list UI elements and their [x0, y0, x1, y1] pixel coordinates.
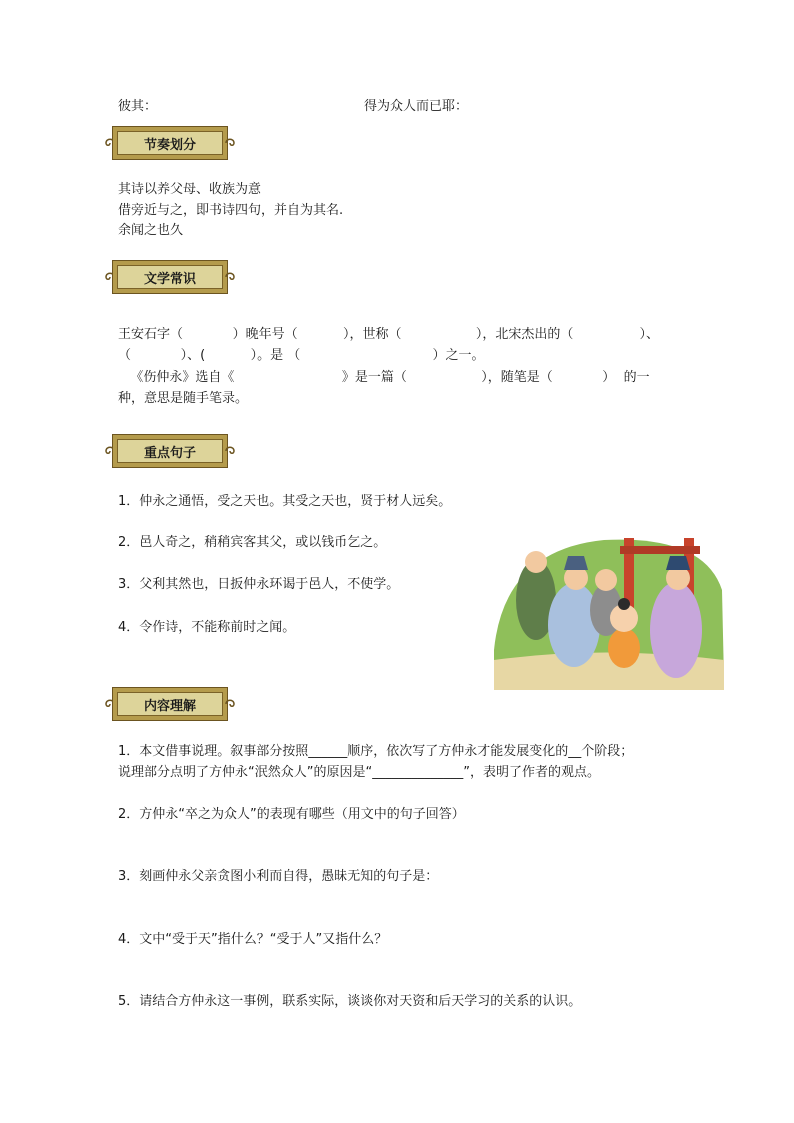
top-line-left: 彼其：: [118, 99, 158, 114]
scroll-ornament-icon: [224, 136, 238, 150]
top-line-right: 得为众人而已耶：: [364, 99, 469, 114]
key-sentences-banner: [104, 430, 236, 474]
comprehension-line: 3．刻画仲永父亲贪图小利而自得，愚昧无知的句子是：: [118, 869, 439, 884]
key-sentence: 3．父利其然也，日扳仲永环谒于邑人，不使学。: [118, 577, 400, 592]
scroll-ornament-icon: [224, 444, 238, 458]
comprehension-line: 4．文中“受于天”指什么？“受于人”又指什么？: [118, 932, 388, 947]
comprehension-line: 说理部分点明了方仲永“泯然众人”的原因是“______________”，表明了作者的观点。: [118, 765, 600, 780]
key-sentences-title: 重点句子: [117, 439, 223, 463]
rhythm-line: 其诗以养父母、收族为意: [118, 182, 262, 197]
comprehension-banner: [104, 683, 236, 727]
rhythm-line: 借旁近与之，即书诗四句，并自为其名.: [118, 203, 344, 218]
key-sentence: 1．仲永之通悟，受之天也。其受之天也，贤于材人远矣。: [118, 494, 452, 509]
rhythm-banner: [104, 122, 236, 166]
rhythm-line: 余闻之也久: [118, 223, 184, 238]
scroll-ornament-icon: [224, 270, 238, 284]
literature-banner: [104, 256, 236, 300]
key-sentence: 4．令作诗，不能称前时之闻。: [118, 620, 296, 635]
comprehension-title: 内容理解: [117, 692, 223, 716]
rhythm-title: 节奏划分: [117, 131, 223, 155]
literature-line: 《伤仲永》选自《 》是一篇（ ），随笔是（ ） 的一: [118, 370, 650, 385]
key-sentence: 2．邑人奇之，稍稍宾客其父，或以钱币乞之。: [118, 535, 387, 550]
comprehension-line: 1．本文借事说理。叙事部分按照______顺序，依次写了方仲永才能发展变化的__个阶段；: [118, 744, 634, 759]
literature-title: 文学常识: [117, 265, 223, 289]
literature-line: （ ）、( ）。是 （ ）之一。: [118, 348, 485, 363]
comprehension-line: 5．请结合方仲永这一事例，联系实际，谈谈你对天资和后天学习的关系的认识。: [118, 994, 582, 1009]
literature-line: 王安石字（ ）晚年号（ ），世称（ ），北宋杰出的（ ）、: [118, 327, 660, 342]
story-illustration-icon: [484, 530, 728, 692]
literature-line: 种，意思是随手笔录。: [118, 391, 249, 406]
comprehension-line: 2．方仲永“卒之为众人”的表现有哪些（用文中的句子回答）: [118, 807, 465, 822]
scroll-ornament-icon: [224, 697, 238, 711]
